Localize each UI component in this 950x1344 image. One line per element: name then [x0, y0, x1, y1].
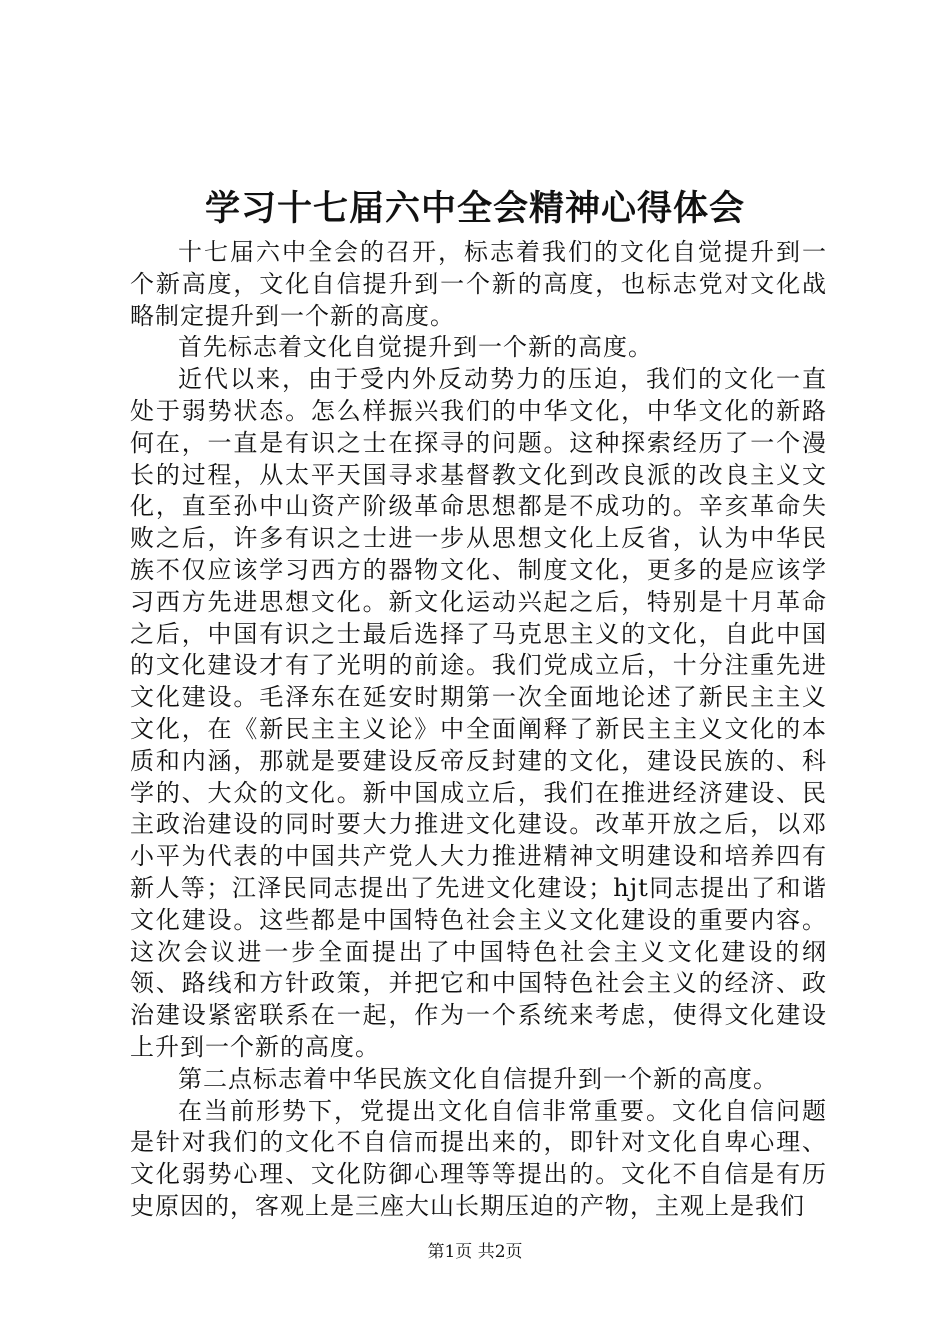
paragraph-2: 首先标志着文化自觉提升到一个新的高度。 — [178, 333, 653, 362]
document-body — [130, 237, 827, 1223]
page-number-footer: 第1页 共2页 — [427, 1242, 523, 1262]
paragraph-4: 第二点标志着中华民族文化自信提升到一个新的高度。 — [178, 1064, 778, 1093]
paragraph-5: 在当前形势下，党提出文化自信非常重要。文化自信问题是针对我们的文化不自信而提出来的，即针对文化自卑心理、文化弱势心理、文化防御心理等等提出的。文化不自信是有历史原因的，客观上是三座大山长期压迫的产物，主观上是我们 — [130, 1096, 827, 1220]
document-title: 学习十七届六中全会精神心得体会 — [204, 188, 745, 229]
paragraph-3: 近代以来，由于受内外反动势力的压迫，我们的文化一直处于弱势状态。怎么样振兴我们的中华文化，中华文化的新路何在，一直是有识之士在探寻的问题。这种探索经历了一个漫长的过程，从太平天国寻求基督教文化到改良派的改良主义文化，直至孙中山资产阶级革命思想都是不成功的。辛亥革命失败之后，许多有识之士进一步从思想文化上反省，认为中华民族不仅应该学习西方的器物文化、制度文化，更多的是应该学习西方先进思想文化。新文化运动兴起之后，特别是十月革命之后，中国有识之士最后选择了马克思主义的文化，自此中国的文化建设才有了光明的前途。我们党成立后，十分注重先进文化建设。毛泽东在延安时期第一次全面地论述了新民主主义文化，在《新民主主义论》中全面阐释了新民主主义文化的本质和内涵，那就是要建设反帝反封建的文化，建设民族的、科学的、大众的文化。新中国成立后，我们在推进经济建设、民主政治建设的同时要大力推进文化建设。改革开放之后，以邓小平为代表的中国共产党人大力推进精神文明建设和培养四有新人等；江泽民同志提出了先进文化建设；hjt同志提出了和谐文化建设。这些都是中国特色社会主义文化建设的重要内容。这次会议进一步全面提出了中国特色社会主义文化建设的纲领、路线和方针政策，并把它和中国特色社会主义的经济、政治建设紧密联系在一起，作为一个系统来考虑，使得文化建设上升到一个新的高度。 — [130, 365, 827, 1061]
paragraph-1: 十七届六中全会的召开，标志着我们的文化自觉提升到一个新高度，文化自信提升到一个新的高度，也标志党对文化战略制定提升到一个新的高度。 — [130, 238, 827, 330]
